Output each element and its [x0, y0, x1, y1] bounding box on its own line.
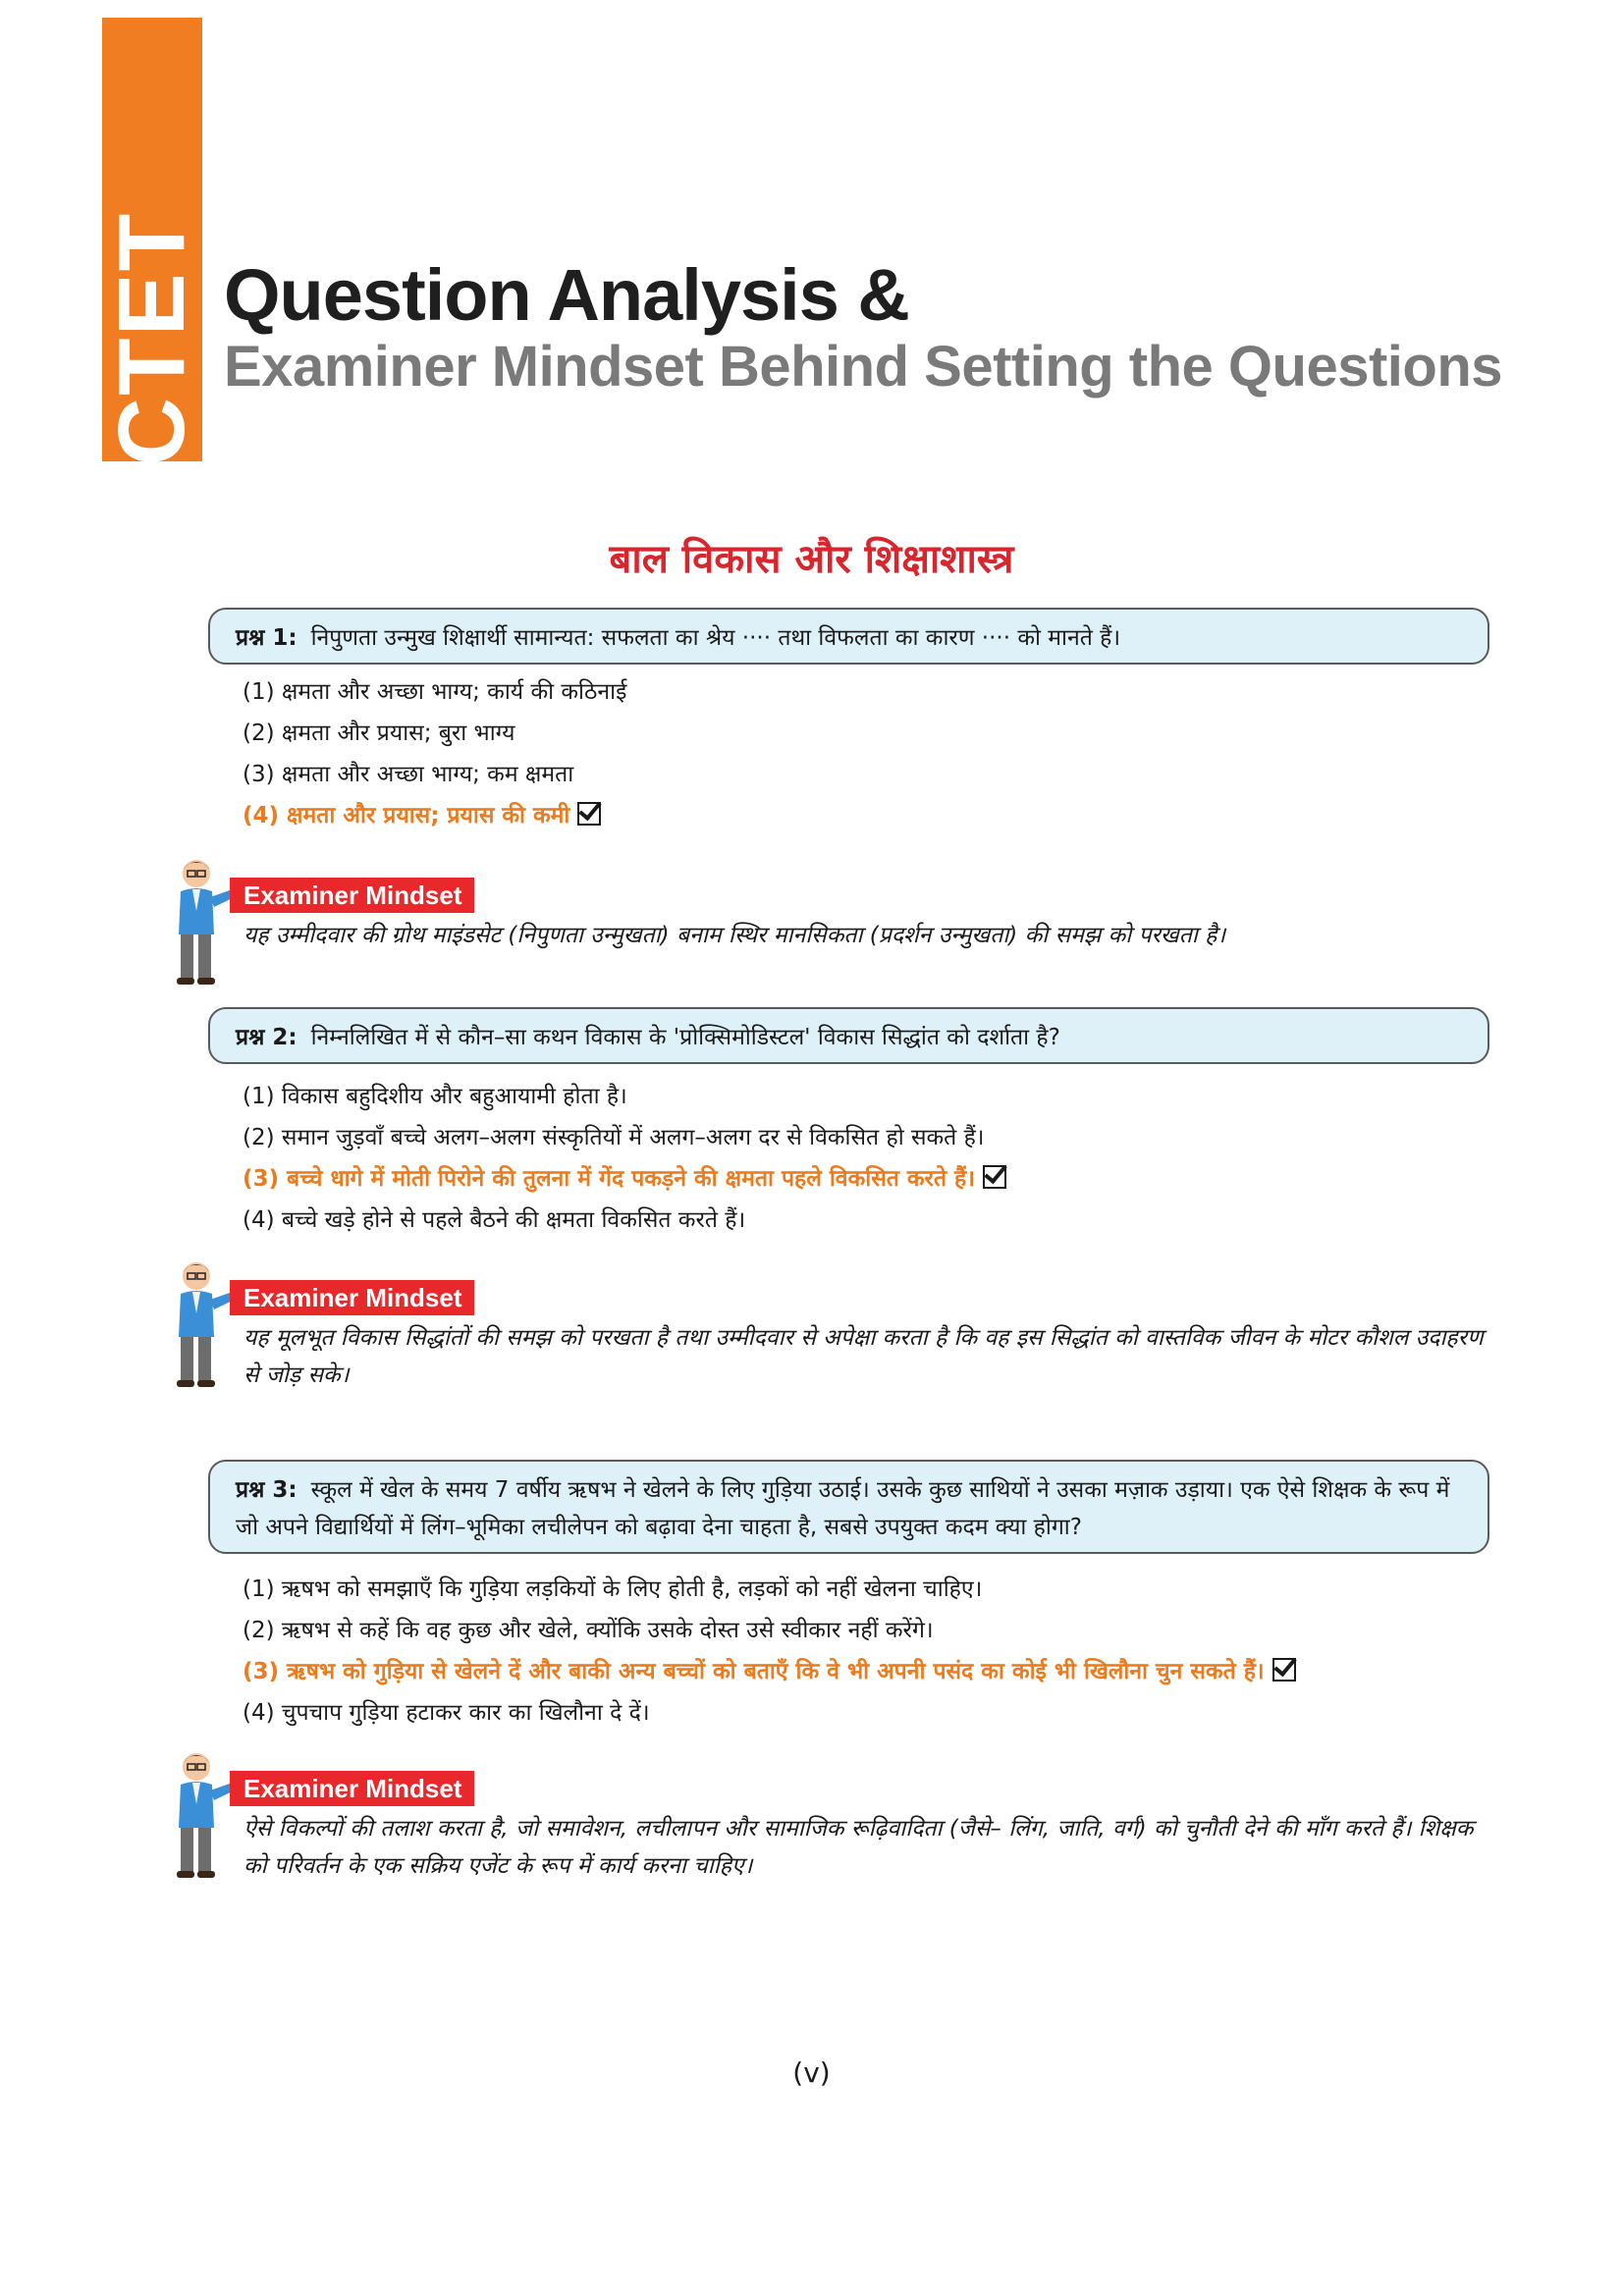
- examiner-mindset-label: Examiner Mindset: [230, 878, 474, 913]
- section-heading: बाल विकास और शिक्षाशास्त्र: [609, 537, 1014, 582]
- option-3-correct: (3) बच्चे धागे में मोती पिरोने की तुलना में गेंद पकड़ने की क्षमता पहले विकसित करते हैं।: [243, 1158, 1470, 1200]
- page-title: Question Analysis &: [224, 254, 909, 336]
- option-3: (3) क्षमता और अच्छा भाग्य; कम क्षमता: [243, 762, 574, 787]
- option-2: (2) क्षमता और प्रयास; बुरा भाग्य: [243, 721, 515, 746]
- examiner-mindset-label: Examiner Mindset: [230, 1771, 474, 1806]
- examiner-mindset-2: [165, 1255, 1500, 1412]
- option-4-correct: (4) क्षमता और प्रयास; प्रयास की कमी: [243, 795, 1470, 836]
- option-4: (4) बच्चे खड़े होने से पहले बैठने की क्षमता विकसित करते हैं।: [243, 1207, 746, 1233]
- option-3-correct: (3) ऋषभ को गुड़िया से खेलने दें और बाकी अन्य बच्चों को बताएँ कि वे भी अपनी पसंद का कोई भी खिलौना चुन सकते हैं।: [243, 1651, 1470, 1692]
- question-2-options: [243, 1076, 1470, 1241]
- question-text: निपुणता उन्मुख शिक्षार्थी सामान्यत: सफलता का श्रेय ···· तथा विफलता का कारण ···· को मानते हैं।: [310, 625, 1121, 651]
- question-2-box: [208, 1007, 1489, 1064]
- page-number: (v): [792, 2056, 831, 2089]
- option-1: (1) क्षमता और अच्छा भाग्य; कार्य की कठिनाई: [243, 679, 627, 705]
- checkmark-box-icon: [577, 802, 601, 826]
- option-1: (1) विकास बहुदिशीय और बहुआयामी होता है।: [243, 1084, 627, 1109]
- question-text: स्कूल में खेल के समय 7 वर्षीय ऋषभ ने खेलने के लिए गुड़िया उठाई। उसके कुछ साथियों ने उसका मज़ाक उड़ाया। एक ऐसे शिक्षक के रूप में जो अपने विद्यार्थियों में लिंग–भूमिका लचीलेपन को बढ़ावा देना चाहता है, सबसे उपयुक्त कदम क्या होगा?: [236, 1477, 1450, 1540]
- examiner-mindset-label: Examiner Mindset: [230, 1280, 474, 1315]
- question-number: प्रश्न 2:: [236, 1025, 298, 1050]
- teacher-illustration-icon: [165, 1255, 253, 1392]
- option-1: (1) ऋषभ को समझाएँ कि गुड़िया लड़कियों के लिए होती है, लड़कों को नहीं खेलना चाहिए।: [243, 1576, 983, 1602]
- question-number: प्रश्न 1:: [236, 625, 298, 651]
- question-text: निम्नलिखित में से कौन–सा कथन विकास के 'प्रोक्सिमोडिस्टल' विकास सिद्धांत को दर्शाता है?: [310, 1025, 1060, 1050]
- examiner-mindset-3: [165, 1745, 1500, 1902]
- option-2: (2) ऋषभ से कहें कि वह कुछ और खेले, क्योंकि उसके दोस्त उसे स्वीकार नहीं करेंगे।: [243, 1618, 934, 1643]
- examiner-mindset-1: [165, 852, 1500, 989]
- examiner-mindset-text: यह मूलभूत विकास सिद्धांतों की समझ को परखता है तथा उम्मीदवार से अपेक्षा करता है कि वह इस सिद्धांत को वास्तविक जीवन के मोटर कौशल उदाहरण से जोड़ सके।: [243, 1325, 1484, 1388]
- question-3-box: [208, 1460, 1489, 1554]
- question-1-options: [243, 671, 1470, 836]
- examiner-mindset-text: ऐसे विकल्पों की तलाश करता है, जो समावेशन, लचीलापन और सामाजिक रूढ़िवादिता (जैसे– लिंग, जाति, वर्ग) को चुनौती देने की माँग करते हैं। शिक्षक को परिवर्तन के एक सक्रिय एजेंट के रूप में कार्य करना चाहिए।: [243, 1816, 1474, 1879]
- teacher-illustration-icon: [165, 1745, 253, 1883]
- page-subtitle: Examiner Mindset Behind Setting the Questions: [224, 335, 1503, 399]
- checkmark-box-icon: [983, 1165, 1006, 1189]
- checkmark-box-icon: [1272, 1658, 1296, 1682]
- question-3-options: [243, 1569, 1470, 1734]
- option-4: (4) चुपचाप गुड़िया हटाकर कार का खिलौना दे दें।: [243, 1700, 650, 1726]
- examiner-mindset-text: यह उम्मीदवार की ग्रोथ माइंडसेट (निपुणता उन्मुखता) बनाम स्थिर मानसिकता (प्रदर्शन उन्मुखता) की समझ को परखता है।: [243, 923, 1226, 948]
- brand-label: CTET: [99, 211, 204, 466]
- question-number: प्रश्न 3:: [236, 1477, 298, 1503]
- teacher-illustration-icon: [165, 852, 253, 989]
- question-1-box: [208, 608, 1489, 665]
- option-2: (2) समान जुड़वाँ बच्चे अलग–अलग संस्कृतियों में अलग–अलग दर से विकसित हो सकते हैं।: [243, 1125, 985, 1150]
